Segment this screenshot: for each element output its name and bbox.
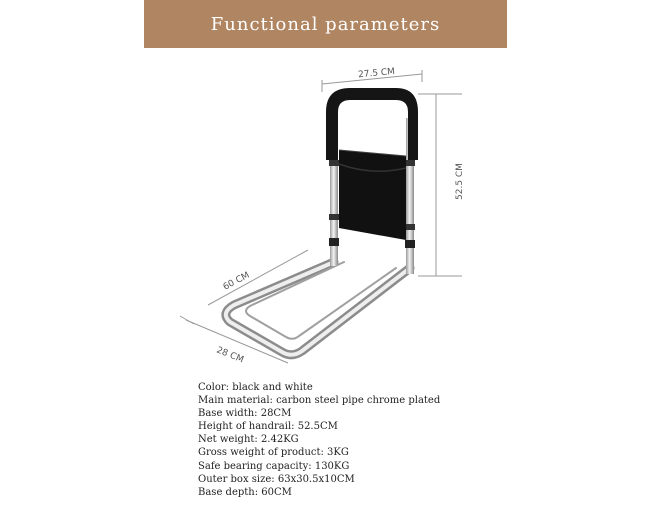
- storage-pocket: [339, 150, 406, 240]
- spec-bearing-capacity: Safe bearing capacity: 130KG: [198, 460, 350, 472]
- spec-color: Color: black and white: [198, 382, 313, 393]
- banner-title: Functional parameters: [210, 13, 441, 35]
- spec-handrail-height: Height of handrail: 52.5CM: [198, 421, 338, 433]
- spec-box-size: Outer box size: 63x30.5x10CM: [198, 473, 355, 485]
- dim-base-width: 28 CM: [214, 345, 245, 366]
- spec-base-depth: Base depth: 60CM: [198, 486, 292, 498]
- base-frame: [226, 262, 410, 355]
- spec-net-weight: Net weight: 2.42KG: [198, 434, 299, 446]
- padded-handle: [326, 88, 418, 160]
- spec-material: Main material: carbon steel pipe chrome plated: [198, 395, 441, 407]
- dim-height: 52.5 CM: [455, 163, 465, 200]
- dim-depth: 60 CM: [221, 270, 252, 293]
- spec-list: [198, 381, 498, 499]
- spec-gross-weight: Gross weight of product: 3KG: [198, 447, 349, 459]
- spec-base-width: Base width: 28CM: [198, 408, 292, 420]
- dim-top-width: 27.5 CM: [357, 67, 396, 81]
